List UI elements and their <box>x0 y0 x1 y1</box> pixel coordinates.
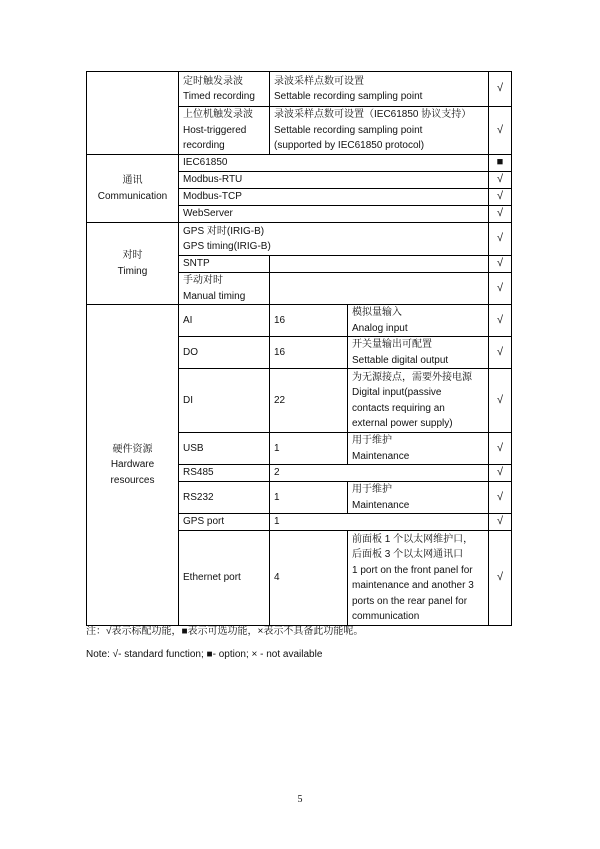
port-qty-cell: 1 <box>270 482 348 514</box>
check-mark: √ <box>489 369 512 433</box>
hardware-group-cell: 硬件资源 Hardware resources <box>87 305 179 626</box>
feature-desc-cell: 录波采样点数可设置 Settable recording sampling point <box>270 72 489 107</box>
check-mark: √ <box>489 189 512 206</box>
feature-name-cell: GPS 对时(IRIG-B) GPS timing(IRIG-B) <box>179 223 489 256</box>
empty-cell <box>270 273 489 305</box>
port-desc-cell: 用于维护 Maintenance <box>348 433 489 465</box>
check-mark: √ <box>489 72 512 107</box>
port-qty-cell: 1 <box>270 433 348 465</box>
check-mark: √ <box>489 531 512 626</box>
port-name-cell: RS485 <box>179 465 270 482</box>
check-mark: √ <box>489 107 512 155</box>
port-qty-cell: 4 <box>270 531 348 626</box>
port-name-cell: DI <box>179 369 270 433</box>
port-qty-cell: 16 <box>270 305 348 337</box>
port-qty-cell: 2 <box>270 465 489 482</box>
check-mark: √ <box>489 514 512 531</box>
feature-name-cell: 定时触发录波 Timed recording <box>179 72 270 107</box>
table-row <box>87 305 512 337</box>
table-row <box>87 155 512 172</box>
spec-table <box>86 71 512 626</box>
legend-note-cn: 注：√表示标配功能，■表示可选功能，×表示不具备此功能呢。 <box>86 626 364 637</box>
port-qty-cell: 22 <box>270 369 348 433</box>
table-row <box>87 223 512 256</box>
port-desc-cell: 前面板 1 个以太网维护口， 后面板 3 个以太网通讯口 1 port on the front panel for maintenance and another 3 ports on the rear panel for communication <box>348 531 489 626</box>
port-desc-cell: 用于维护 Maintenance <box>348 482 489 514</box>
port-desc-cell: 开关量输出可配置 Settable digital output <box>348 337 489 369</box>
check-mark: √ <box>489 223 512 256</box>
port-name-cell: GPS port <box>179 514 270 531</box>
feature-name-cell: WebServer <box>179 206 489 223</box>
port-qty-cell: 1 <box>270 514 489 531</box>
check-mark: √ <box>489 482 512 514</box>
feature-name-cell: SNTP <box>179 256 270 273</box>
option-mark: ■ <box>489 155 512 172</box>
check-mark: √ <box>489 337 512 369</box>
legend-note-en: Note: √- standard function; ■- option; × - not available <box>86 649 323 660</box>
port-name-cell: DO <box>179 337 270 369</box>
feature-name-cell: IEC61850 <box>179 155 489 172</box>
port-name-cell: AI <box>179 305 270 337</box>
port-desc-cell: 模拟量输入 Analog input <box>348 305 489 337</box>
port-name-cell: Ethernet port <box>179 531 270 626</box>
port-name-cell: USB <box>179 433 270 465</box>
feature-desc-cell: 录波采样点数可设置（IEC61850 协议支持） Settable recording sampling point (supported by IEC61850 protocol) <box>270 107 489 155</box>
check-mark: √ <box>489 206 512 223</box>
timing-group-cell: 对时 Timing <box>87 223 179 305</box>
check-mark: √ <box>489 172 512 189</box>
empty-cell <box>270 256 489 273</box>
page-number: 5 <box>297 794 303 805</box>
check-mark: √ <box>489 256 512 273</box>
communication-group-cell: 通讯 Communication <box>87 155 179 223</box>
table-row <box>87 72 512 107</box>
feature-name-cell: 手动对时 Manual timing <box>179 273 270 305</box>
port-qty-cell: 16 <box>270 337 348 369</box>
port-name-cell: RS232 <box>179 482 270 514</box>
check-mark: √ <box>489 465 512 482</box>
feature-name-cell: 上位机触发录波 Host-triggered recording <box>179 107 270 155</box>
feature-name-cell: Modbus-RTU <box>179 172 489 189</box>
check-mark: √ <box>489 273 512 305</box>
recording-group-cell <box>87 72 179 155</box>
check-mark: √ <box>489 305 512 337</box>
check-mark: √ <box>489 433 512 465</box>
feature-name-cell: Modbus-TCP <box>179 189 489 206</box>
port-desc-cell: 为无源接点，需要外接电源 Digital input(passive contacts requiring an external power supply) <box>348 369 489 433</box>
